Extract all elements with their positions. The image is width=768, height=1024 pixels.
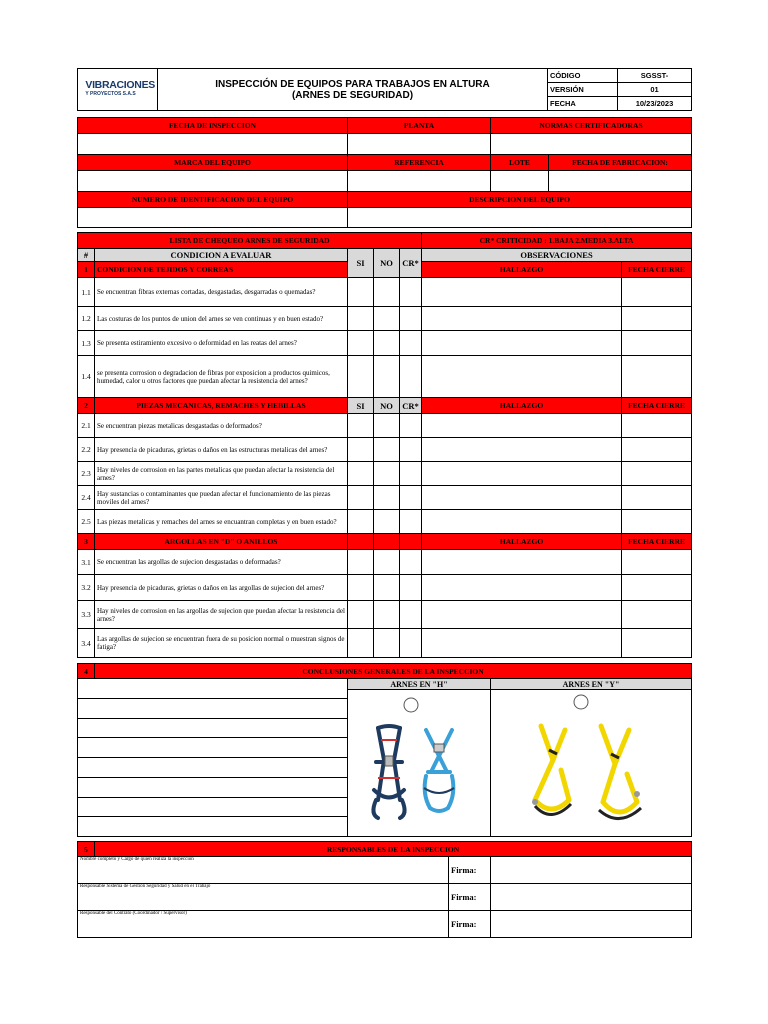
section-2-no-header: NO — [374, 398, 400, 414]
descripcion-header: DESCRIPCION DEL EQUIPO — [348, 192, 692, 208]
fecha-cierre-cell[interactable] — [622, 414, 692, 438]
version-value: 01 — [618, 83, 692, 97]
no-header: NO — [374, 249, 400, 278]
si-cell[interactable] — [348, 601, 374, 629]
planta-header: PLANTA — [348, 118, 491, 134]
si-cell[interactable] — [348, 486, 374, 510]
cr-header: CR* — [400, 249, 422, 278]
codigo-value: SGSST- — [618, 69, 692, 83]
no-cell[interactable] — [374, 575, 400, 601]
si-cell[interactable] — [348, 629, 374, 658]
item-num: 3.4 — [78, 629, 95, 658]
logo-sub-text: Y PROYECTOS S.A.S — [85, 90, 136, 97]
table-row — [78, 331, 692, 356]
item-text: Hay sustancias o contaminantes que puedan afectar el funcionamiento de las piezas moviles del arnes? — [95, 486, 348, 510]
responsables-title: RESPONSABLES DE LA INSPECCION — [95, 842, 692, 857]
no-cell[interactable] — [374, 486, 400, 510]
responsable-label: Responsable del Contrato (Coordinador / Supervisor) — [78, 911, 449, 938]
table-row — [78, 278, 692, 307]
fecha-cierre-cell[interactable] — [622, 601, 692, 629]
inspection-sheet — [77, 68, 691, 938]
cr-cell[interactable] — [400, 438, 422, 462]
harness-y-image — [491, 690, 690, 836]
fecha-cierre-cell[interactable] — [622, 356, 692, 398]
hallazgo-cell[interactable] — [422, 601, 622, 629]
hallazgo-cell[interactable] — [422, 550, 622, 575]
referencia-header: REFERENCIA — [348, 155, 491, 171]
item-num: 1.3 — [78, 331, 95, 356]
hallazgo-cell[interactable] — [422, 307, 622, 331]
si-cell[interactable] — [348, 356, 374, 398]
conclusions-title: CONCLUSIONES GENERALES DE LA INSPECCION — [95, 664, 692, 679]
fecha-cierre-cell[interactable] — [622, 510, 692, 534]
responsable-label: Responsable Sistema de Gestion Seguridad y Salud en el Trabajo — [78, 884, 449, 911]
logo-main-text: VIBRACIONES — [85, 78, 155, 91]
section-3-fecha-cierre-header: FECHA CIERRE — [622, 534, 692, 550]
item-text: Se presenta estiramiento excesivo o deformidad en las reatas del arnes? — [95, 331, 348, 356]
version-label: VERSIÓN — [548, 83, 618, 97]
responsables-table — [77, 841, 692, 938]
section-3-hallazgo-header: HALLAZGO — [422, 534, 622, 550]
si-cell[interactable] — [348, 331, 374, 356]
condicion-header: CONDICION A EVALUAR — [95, 249, 348, 262]
table-row — [78, 307, 692, 331]
section-2-num: 2 — [78, 398, 95, 414]
firma-field[interactable] — [491, 911, 692, 938]
item-text: Se encuentran fibras externas cortadas, desgastadas, desgarradas o quemadas? — [95, 278, 348, 307]
fecha-cierre-cell[interactable] — [622, 575, 692, 601]
marca-field[interactable] — [78, 171, 348, 192]
no-cell[interactable] — [374, 331, 400, 356]
no-cell[interactable] — [374, 550, 400, 575]
hallazgo-cell[interactable] — [422, 575, 622, 601]
section-5-num: 5 — [78, 842, 95, 857]
cr-cell[interactable] — [400, 575, 422, 601]
conclusions-lines[interactable] — [78, 679, 348, 837]
cr-cell[interactable] — [400, 486, 422, 510]
hallazgo-cell[interactable] — [422, 629, 622, 658]
si-header: SI — [348, 249, 374, 278]
item-num: 3.3 — [78, 601, 95, 629]
item-text: Las argollas de sujecion se encuentran fuera de su posicion normal o muestran signos de fatiga? — [95, 629, 348, 658]
hash-header: # — [78, 249, 95, 262]
cr-cell[interactable] — [400, 414, 422, 438]
fecha-cierre-cell[interactable] — [622, 331, 692, 356]
hallazgo-cell[interactable] — [422, 462, 622, 486]
arnes-y-option[interactable] — [491, 690, 692, 837]
section-3-num: 3 — [78, 534, 95, 550]
fecha-cierre-cell[interactable] — [622, 462, 692, 486]
no-cell[interactable] — [374, 629, 400, 658]
numero-id-field[interactable] — [78, 208, 348, 228]
section-1-fecha-cierre-header: FECHA CIERRE — [622, 262, 692, 278]
item-text: se presenta corrosion o degradacion de fibras por exposicion a productos quimicos, humedad, calor u otros factores que puedan afectar la resistencia del arnes? — [95, 356, 348, 398]
table-row — [78, 575, 692, 601]
referencia-field[interactable] — [348, 171, 491, 192]
normas-field[interactable] — [491, 134, 692, 155]
cr-cell[interactable] — [400, 601, 422, 629]
responsable-label: Nombre completo y Cargo de quien realiza la inspeccion — [78, 857, 449, 884]
section-3-cr — [400, 534, 422, 550]
si-cell[interactable] — [348, 550, 374, 575]
title-line-1: INSPECCIÓN DE EQUIPOS PARA TRABAJOS EN ALTURA — [215, 78, 490, 90]
section-2-title: PIEZAS MECANICAS, REMACHES Y HEBILLAS — [95, 398, 348, 414]
conclusions-table — [77, 663, 692, 837]
hallazgo-cell[interactable] — [422, 438, 622, 462]
checklist-title: LISTA DE CHEQUEO ARNES DE SEGURIDAD — [78, 233, 422, 249]
firma-field[interactable] — [491, 884, 692, 911]
table-row — [78, 629, 692, 658]
section-2-cr-header: CR* — [400, 398, 422, 414]
cr-cell[interactable] — [400, 331, 422, 356]
cr-cell[interactable] — [400, 278, 422, 307]
item-text: Hay presencia de picaduras, grietas o daños en las argollas de sujecion del arnes? — [95, 575, 348, 601]
harness-h-image — [348, 690, 489, 836]
observaciones-header: OBSERVACIONES — [422, 249, 692, 262]
firma-field[interactable] — [491, 857, 692, 884]
fecha-cierre-cell[interactable] — [622, 550, 692, 575]
checklist-table — [77, 232, 692, 658]
no-cell[interactable] — [374, 601, 400, 629]
table-row — [78, 884, 692, 911]
item-num: 2.2 — [78, 438, 95, 462]
criticidad-legend: CR* CRITICIDAD : 1.BAJA 2.MEDIA 3.ALTA — [422, 233, 692, 249]
cr-cell[interactable] — [400, 356, 422, 398]
no-cell[interactable] — [374, 307, 400, 331]
item-text: Se encuentran las argollas de sujecion desgastadas o deformadas? — [95, 550, 348, 575]
marca-header: MARCA DEL EQUIPO — [78, 155, 348, 171]
cr-cell[interactable] — [400, 307, 422, 331]
firma-label: Firma: — [449, 911, 491, 938]
cr-cell[interactable] — [400, 462, 422, 486]
si-cell[interactable] — [348, 307, 374, 331]
no-cell[interactable] — [374, 278, 400, 307]
title-line-2: (ARNES DE SEGURIDAD) — [291, 89, 414, 101]
section-1-title: CONDICION DE TEJIDOS Y CORREAS — [95, 262, 348, 278]
item-text: Las costuras de los puntos de union del arnes se ven continuas y en buen estado? — [95, 307, 348, 331]
item-text: Hay presencia de picaduras, grietas o daños en las estructuras metalicas del arnes? — [95, 438, 348, 462]
codigo-label: CÓDIGO — [548, 69, 618, 83]
item-num: 1.4 — [78, 356, 95, 398]
si-cell[interactable] — [348, 510, 374, 534]
hallazgo-cell[interactable] — [422, 356, 622, 398]
header-table — [77, 68, 692, 111]
arnes-y-header: ARNES EN "Y" — [491, 679, 692, 690]
cr-cell[interactable] — [400, 550, 422, 575]
fecha-cierre-cell[interactable] — [622, 278, 692, 307]
table-row — [78, 857, 692, 884]
section-2-hallazgo-header: HALLAZGO — [422, 398, 622, 414]
fecha-cierre-cell[interactable] — [622, 307, 692, 331]
item-text: Las piezas metalicas y remaches del arnes se encuantran completas y en buen estado? — [95, 510, 348, 534]
item-num: 3.1 — [78, 550, 95, 575]
fecha-cierre-cell[interactable] — [622, 486, 692, 510]
si-cell[interactable] — [348, 414, 374, 438]
si-cell[interactable] — [348, 462, 374, 486]
firma-label: Firma: — [449, 857, 491, 884]
section-3-title: ARGOLLAS EN "D" O ANILLOS — [95, 534, 348, 550]
table-row — [78, 550, 692, 575]
no-cell[interactable] — [374, 462, 400, 486]
numero-id-header: NUMERO DE IDENTIFICACION DEL EQUIPO — [78, 192, 348, 208]
item-num: 3.2 — [78, 575, 95, 601]
radio-circle-icon — [404, 698, 418, 712]
item-num: 1.2 — [78, 307, 95, 331]
si-cell[interactable] — [348, 438, 374, 462]
table-row — [78, 438, 692, 462]
no-cell[interactable] — [374, 510, 400, 534]
table-row — [78, 510, 692, 534]
fecha-cierre-cell[interactable] — [622, 438, 692, 462]
section-2-fecha-cierre-header: FECHA CIERRE — [622, 398, 692, 414]
hallazgo-cell[interactable] — [422, 486, 622, 510]
item-num: 1.1 — [78, 278, 95, 307]
radio-circle-icon — [574, 695, 588, 709]
fecha-cierre-cell[interactable] — [622, 629, 692, 658]
lote-field[interactable] — [491, 171, 549, 192]
item-num: 2.4 — [78, 486, 95, 510]
document-title — [158, 69, 548, 111]
hallazgo-cell[interactable] — [422, 414, 622, 438]
section-3-no — [374, 534, 400, 550]
fecha-value: 10/23/2023 — [618, 97, 692, 111]
cr-cell[interactable] — [400, 629, 422, 658]
normas-header: NORMAS CERTIFICADORAS — [491, 118, 692, 134]
section-1-num: 1 — [78, 262, 95, 278]
item-num: 2.1 — [78, 414, 95, 438]
item-text: Hay niveles de corrosion en las argollas de sujecion que puedan afectar la resistencia del arnes? — [95, 601, 348, 629]
hallazgo-cell[interactable] — [422, 331, 622, 356]
fecha-fabricacion-field[interactable] — [549, 171, 692, 192]
logo — [78, 69, 158, 111]
table-row — [78, 462, 692, 486]
planta-field[interactable] — [348, 134, 491, 155]
table-row — [78, 414, 692, 438]
no-cell[interactable] — [374, 356, 400, 398]
hallazgo-cell[interactable] — [422, 510, 622, 534]
section-3-si — [348, 534, 374, 550]
descripcion-field[interactable] — [348, 208, 692, 228]
fecha-inspeccion-header: FECHA DE INSPECCION — [78, 118, 348, 134]
no-cell[interactable] — [374, 438, 400, 462]
firma-label: Firma: — [449, 884, 491, 911]
item-num: 2.3 — [78, 462, 95, 486]
item-text: Se encuentran piezas metalicas desgastadas o deformados? — [95, 414, 348, 438]
si-cell[interactable] — [348, 278, 374, 307]
lote-header: LOTE — [491, 155, 549, 171]
fecha-fabricacion-header: FECHA DE FABRICACION: — [549, 155, 692, 171]
fecha-inspeccion-field[interactable] — [78, 134, 348, 155]
table-row — [78, 486, 692, 510]
section-4-num: 4 — [78, 664, 95, 679]
arnes-h-header: ARNES EN "H" — [348, 679, 491, 690]
arnes-h-option[interactable] — [348, 690, 491, 837]
table-row — [78, 911, 692, 938]
table-row — [78, 601, 692, 629]
si-cell[interactable] — [348, 575, 374, 601]
equipment-info-table — [77, 117, 692, 228]
item-text: Hay niveles de corrosion en las partes metalicas que puedan afectar la resistencia del arnes? — [95, 462, 348, 486]
no-cell[interactable] — [374, 414, 400, 438]
table-row — [78, 356, 692, 398]
item-num: 2.5 — [78, 510, 95, 534]
section-1-hallazgo-header: HALLAZGO — [422, 262, 622, 278]
cr-cell[interactable] — [400, 510, 422, 534]
section-2-si-header: SI — [348, 398, 374, 414]
hallazgo-cell[interactable] — [422, 278, 622, 307]
fecha-label: FECHA — [548, 97, 618, 111]
